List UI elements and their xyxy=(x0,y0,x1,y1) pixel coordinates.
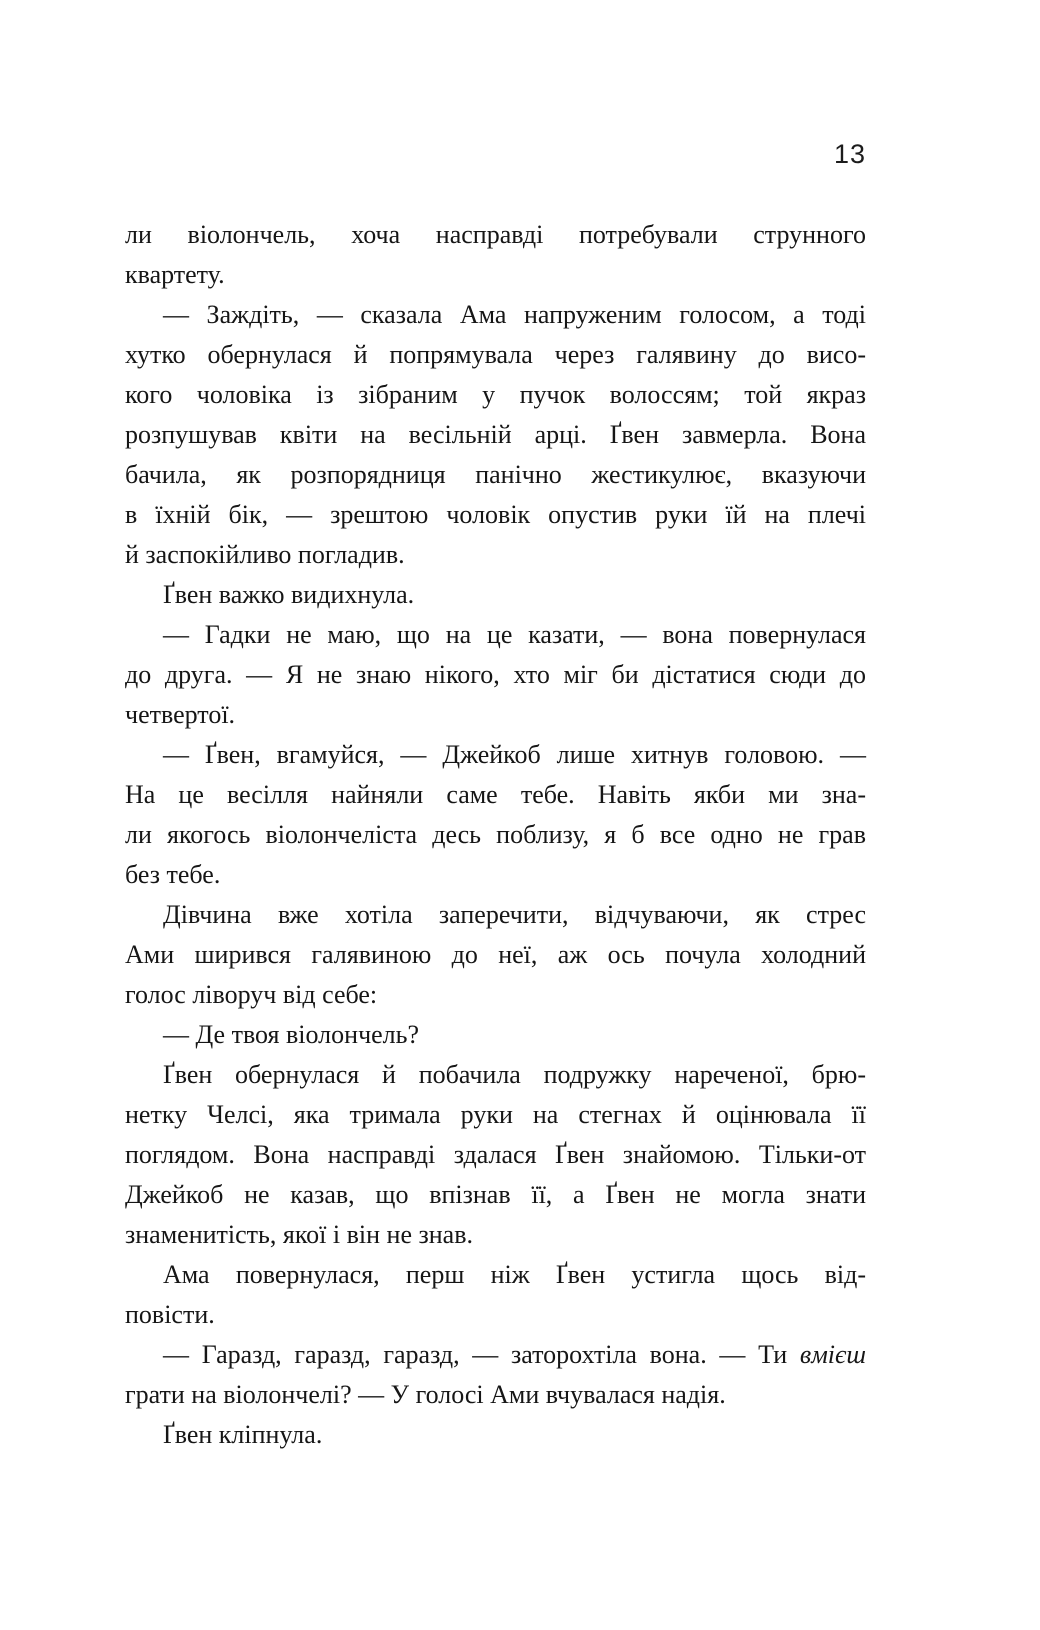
text-line: нетку Челсі, яка тримала руки на стегнах й оцінювала її xyxy=(125,1100,866,1129)
text-line: голос ліворуч від себе: xyxy=(125,980,378,1009)
text-line: й заспокійливо погладив. xyxy=(125,540,405,569)
text-line: четвертої. xyxy=(125,700,236,729)
paragraph xyxy=(125,735,866,895)
text-line: Ґвен кліпнула. xyxy=(163,1420,323,1449)
text-line: Ама повернулася, перш ніж Ґвен устигла щось від- xyxy=(163,1260,866,1289)
text-line: — Гадки не маю, що на це казати, — вона повернулася xyxy=(163,620,866,649)
text-line: розпушував квіти на весільній арці. Ґвен завмерла. Вона xyxy=(125,420,866,449)
page-number: 13 xyxy=(833,139,866,169)
paragraph xyxy=(125,1335,866,1415)
paragraph xyxy=(125,575,866,615)
text-line: — Заждіть, — сказала Ама напруженим голосом, а тоді xyxy=(163,300,866,329)
paragraph xyxy=(125,895,866,1015)
paragraph xyxy=(125,1015,866,1055)
text-block xyxy=(125,215,866,1455)
text-line: до друга. — Я не знаю нікого, хто міг би дістатися сюди до xyxy=(125,660,866,689)
text-line: кого чоловіка із зібраним у пучок волоссям; той якраз xyxy=(125,380,866,409)
text-line: — Гаразд, гаразд, гаразд, — заторохтіла вона. — Ти вмієш xyxy=(163,1340,866,1369)
text-line: повісти. xyxy=(125,1300,215,1329)
text-line: ли якогось віолончеліста десь поблизу, я б все одно не грав xyxy=(125,820,866,849)
text-line: грати на віолончелі? — У голосі Ами вчувалася надія. xyxy=(125,1380,726,1409)
text-line: Ами ширився галявиною до неї, аж ось почула холодний xyxy=(125,940,866,969)
text-line: хутко обернулася й попрямувала через галявину до висо- xyxy=(125,340,866,369)
text-line: в їхній бік, — зрештою чоловік опустив руки їй на плечі xyxy=(125,500,866,529)
text-line: квартету. xyxy=(125,260,225,289)
paragraph xyxy=(125,215,866,295)
paragraph xyxy=(125,1255,866,1335)
text-line: — Де твоя віолончель? xyxy=(163,1020,420,1049)
text-line: Дівчина вже хотіла заперечити, відчуваючи, як стрес xyxy=(163,900,866,929)
paragraph xyxy=(125,1055,866,1255)
text-line: Джейкоб не казав, що впізнав її, а Ґвен не могла знати xyxy=(125,1180,866,1209)
text-line: Ґвен важко видихнула. xyxy=(163,580,415,609)
text-line: знаменитість, якої і він не знав. xyxy=(125,1220,473,1249)
paragraph xyxy=(125,295,866,575)
text-line: Ґвен обернулася й побачила подружку нареченої, брю- xyxy=(163,1060,866,1089)
text-line: ли віолончель, хоча насправді потребували струнного xyxy=(125,220,866,249)
text-line: бачила, як розпорядниця панічно жестикулює, вказуючи xyxy=(125,460,866,489)
text-line: поглядом. Вона насправді здалася Ґвен знайомою. Тільки-от xyxy=(125,1140,866,1169)
text-line: — Ґвен, вгамуйся, — Джейкоб лише хитнув головою. — xyxy=(163,740,866,769)
text-line: На це весілля найняли саме тебе. Навіть якби ми зна- xyxy=(125,780,866,809)
paragraph xyxy=(125,1415,866,1455)
text-line: без тебе. xyxy=(125,860,221,889)
paragraph xyxy=(125,615,866,735)
